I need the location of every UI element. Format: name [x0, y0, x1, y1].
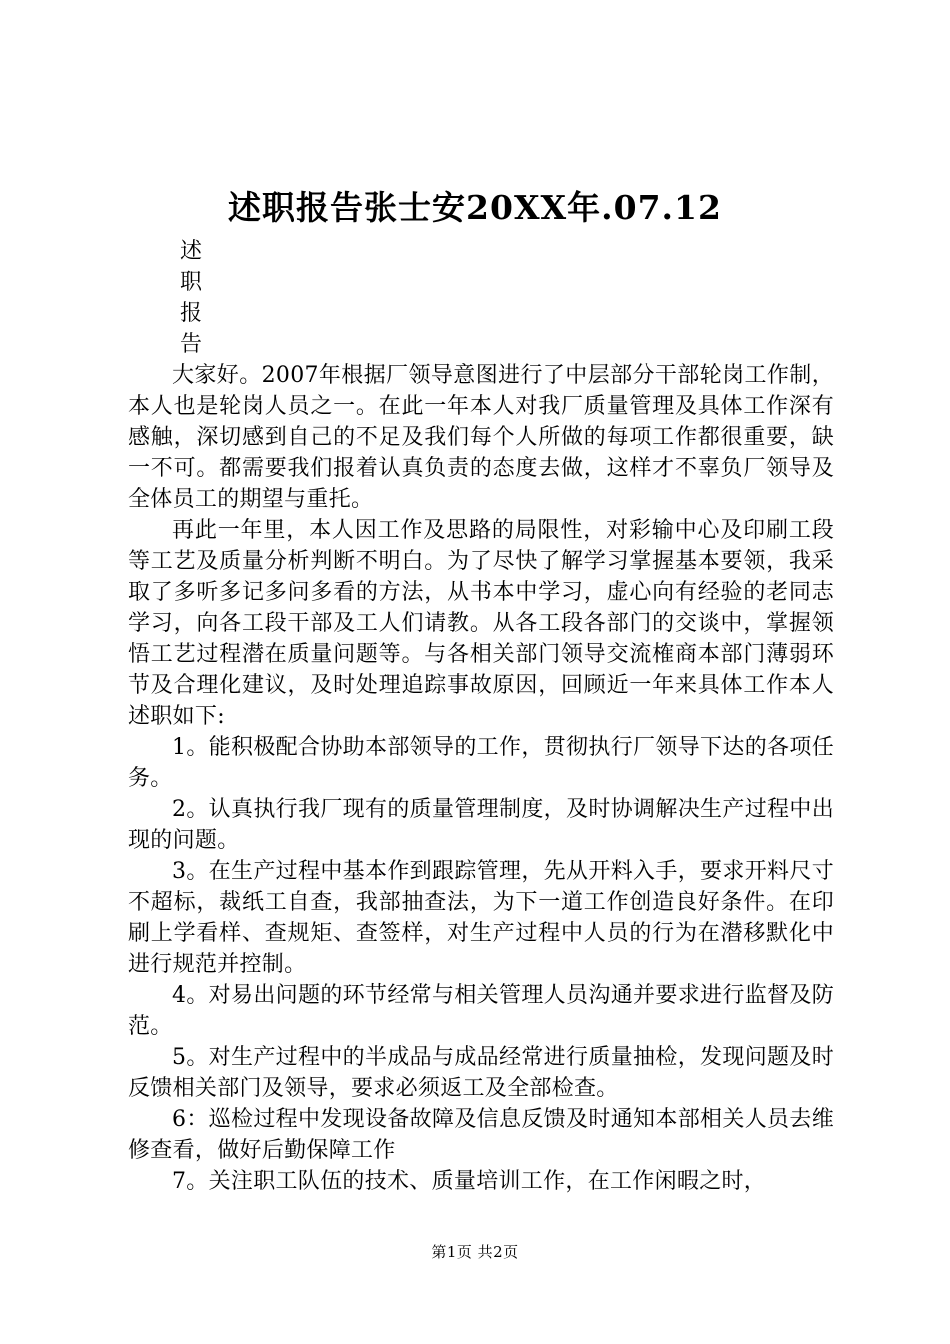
heading-char: 职 — [180, 270, 203, 295]
heading-char: 告 — [180, 332, 203, 357]
document-title: 述职报告张士安20XX年.07.12 — [228, 188, 722, 227]
heading-char: 述 — [180, 239, 203, 264]
vertical-heading — [180, 236, 210, 360]
paragraph-item-4: 4。对易出问题的环节经常与相关管理人员沟通并要求进行监督及防范。 — [128, 983, 834, 1039]
heading-char: 报 — [180, 301, 203, 326]
paragraph-item-6: 6：巡检过程中发现设备故障及信息反馈及时通知本部相关人员去维修查看，做好后勤保障工作 — [128, 1107, 834, 1163]
document-body — [128, 360, 834, 1197]
paragraph-item-7: 7。关注职工队伍的技术、质量培训工作，在工作闲暇之时， — [172, 1169, 767, 1194]
paragraph-item-1: 1。能积极配合协助本部领导的工作，贯彻执行厂领导下达的各项任务。 — [128, 735, 834, 791]
page-footer: 第1页 共2页 — [431, 1243, 519, 1261]
paragraph-item-5: 5。对生产过程中的半成品与成品经常进行质量抽检，发现问题及时反馈相关部门及领导，要求必须返工及全部检查。 — [128, 1045, 834, 1101]
paragraph-greeting: 大家好。2007年根据厂领导意图进行了中层部分干部轮岗工作制，本人也是轮岗人员之一。在此一年本人对我厂质量管理及具体工作深有感触，深切感到自己的不足及我们每个人所做的每项工作都很重要，缺一不可。都需要我们报着认真负责的态度去做，这样才不辜负厂领导及全体员工的期望与重托。 — [128, 363, 834, 512]
paragraph-item-3: 3。在生产过程中基本作到跟踪管理，先从开料入手，要求开料尺寸不超标，裁纸工自查，我部抽查法，为下一道工作创造良好条件。在印刷上学看样、查规矩、查签样，对生产过程中人员的行为在潜移默化中进行规范并控制。 — [128, 859, 834, 977]
paragraph-review: 再此一年里，本人因工作及思路的局限性，对彩输中心及印刷工段等工艺及质量分析判断不明白。为了尽快了解学习掌握基本要领，我采取了多听多记多问多看的方法，从书本中学习，虚心向有经验的老同志学习，向各工段干部及工人们请教。从各工段各部门的交谈中，掌握领悟工艺过程潜在质量问题等。与各相关部门领导交流榷商本部门薄弱环节及合理化建议，及时处理追踪事故原因，回顾近一年来具体工作本人述职如下: — [128, 518, 834, 729]
paragraph-item-2: 2。认真执行我厂现有的质量管理制度，及时协调解决生产过程中出现的问题。 — [128, 797, 834, 853]
